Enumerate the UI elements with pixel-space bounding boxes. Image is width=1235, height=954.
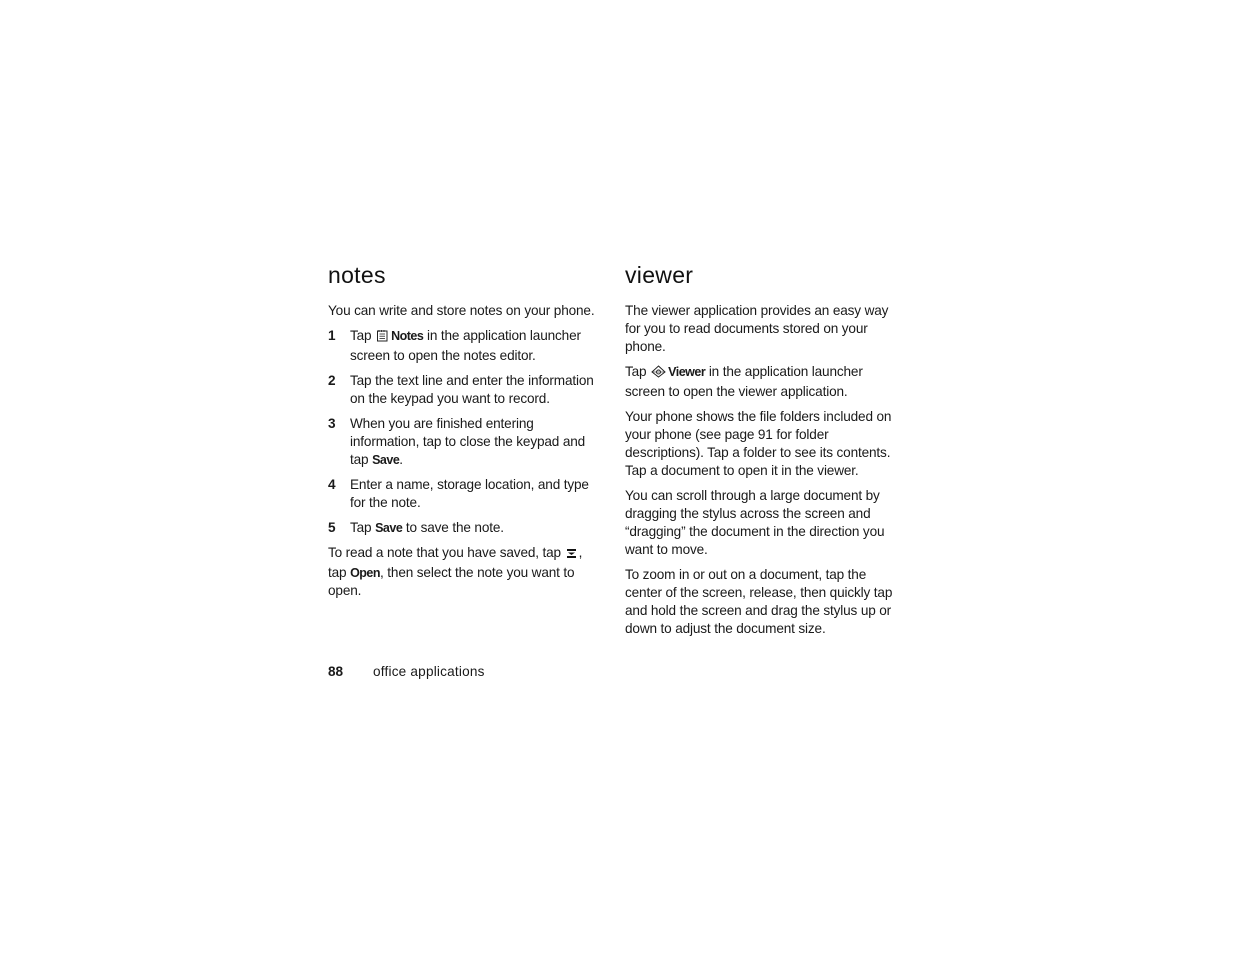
viewer-paragraph-3: Your phone shows the file folders included on your phone (see page 91 for folder descriptions). Tap a folder to see its contents. Tap a document to open it in the viewer. <box>625 409 892 478</box>
notes-intro: You can write and store notes on your phone. <box>328 303 595 318</box>
notes-heading: notes <box>328 262 386 288</box>
viewer-paragraph-5: To zoom in or out on a document, tap the center of the screen, release, then quickly tap and hold the screen and drag the stylus up or down to adjust the document size. <box>625 567 893 636</box>
outro-post: , then select the note you want to open. <box>328 565 575 598</box>
step-text-post: in the application launcher screen to open the notes editor. <box>350 328 581 363</box>
p2-pre: Tap <box>625 364 647 379</box>
step-2 <box>328 372 600 408</box>
step-text: Tap the text line and enter the information on the keypad you want to record. <box>350 373 594 406</box>
notes-outro <box>328 544 600 600</box>
notes-icon <box>376 329 389 347</box>
open-keyword: Open <box>350 566 381 580</box>
notes-section <box>328 262 600 607</box>
step-text-pre: Tap <box>350 520 376 535</box>
viewer-section <box>625 262 897 645</box>
outro-mid: , tap <box>328 545 583 580</box>
viewer-heading: viewer <box>625 262 694 288</box>
step-text-post: . <box>399 452 403 467</box>
section-name: office applications <box>373 664 485 679</box>
step-number: 2 <box>328 373 336 388</box>
outro-pre: To read a note that you have saved, tap <box>328 545 565 560</box>
viewer-paragraph-2 <box>625 363 897 401</box>
viewer-keyword: Viewer <box>668 365 706 379</box>
viewer-paragraph-4: You can scroll through a large document by dragging the stylus across the screen and “dragging” the document in the direction you want to move. <box>625 488 885 557</box>
notes-keyword: Notes <box>391 329 424 343</box>
step-5 <box>328 519 600 537</box>
step-number: 4 <box>328 477 336 492</box>
step-text-pre: Tap <box>350 328 372 343</box>
step-4 <box>328 476 600 512</box>
p2-post: in the application launcher screen to open the viewer application. <box>625 364 863 399</box>
step-1 <box>328 327 600 365</box>
step-text-post: to save the note. <box>402 520 504 535</box>
viewer-icon <box>651 365 666 383</box>
save-keyword: Save <box>375 521 403 535</box>
page-number: 88 <box>328 664 344 679</box>
menu-icon <box>566 546 577 564</box>
step-number: 1 <box>328 328 336 343</box>
step-text-pre: When you are finished entering information, tap to close the keypad and tap <box>350 416 586 467</box>
step-3 <box>328 415 600 469</box>
step-text: Enter a name, storage location, and type for the note. <box>350 477 589 510</box>
save-keyword: Save <box>372 453 400 467</box>
step-number: 3 <box>328 416 336 431</box>
viewer-paragraph-1: The viewer application provides an easy way for you to read documents stored on your phone. <box>625 303 889 354</box>
step-number: 5 <box>328 520 336 535</box>
page-footer <box>328 664 485 679</box>
notes-steps <box>328 327 600 537</box>
